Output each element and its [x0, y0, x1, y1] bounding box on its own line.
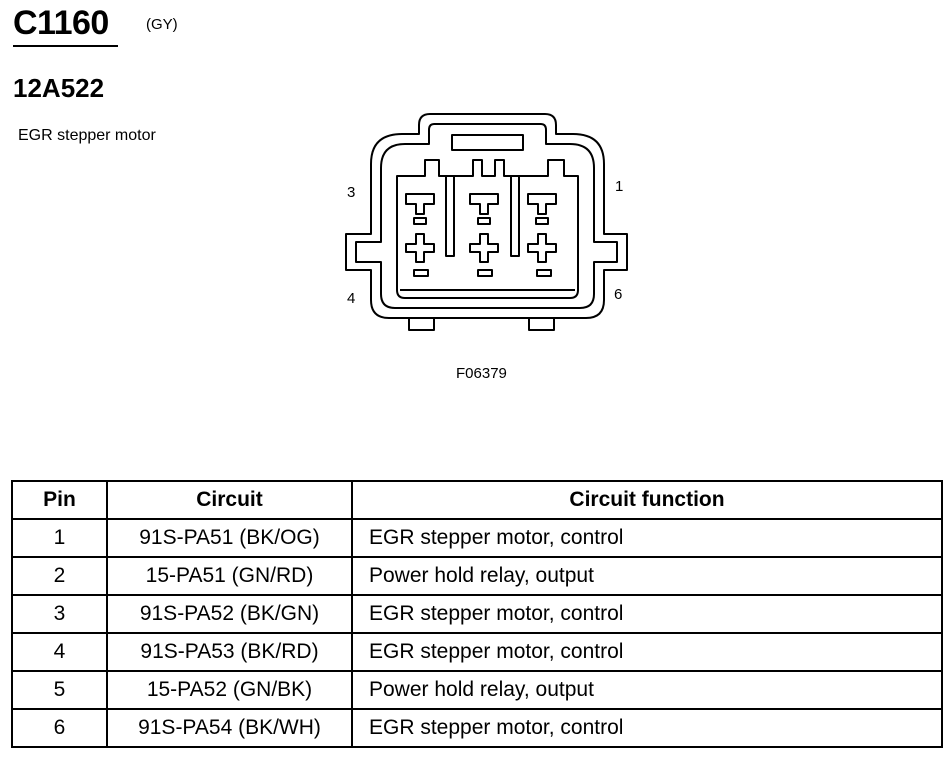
part-number: 12A522 [13, 73, 105, 103]
terminal-pin-4 [406, 234, 434, 262]
table-row [12, 633, 942, 671]
cell-pin: 1 [12, 519, 107, 557]
component-name: EGR stepper motor [18, 127, 156, 144]
cell-pin: 2 [12, 557, 107, 595]
cell-pin: 4 [12, 633, 107, 671]
housing-foot-left [409, 318, 434, 330]
cell-pin: 5 [12, 671, 107, 709]
table-row [12, 519, 942, 557]
terminal-pin-6 [528, 234, 556, 262]
cell-circuit: 15-PA52 (GN/BK) [107, 671, 352, 709]
header-circuit: Circuit [107, 481, 352, 519]
cell-function: Power hold relay, output [352, 557, 942, 595]
connector-id: C1160 [13, 4, 109, 42]
terminal-pin-2 [470, 194, 498, 214]
terminal-pin-3 [406, 194, 434, 214]
cell-pin: 6 [12, 709, 107, 747]
cell-function: EGR stepper motor, control [352, 519, 942, 557]
terminal-pin-5 [470, 234, 498, 262]
cell-circuit: 91S-PA51 (BK/OG) [107, 519, 352, 557]
connector-color-code: (GY) [146, 16, 178, 33]
key-rib-right [511, 176, 519, 256]
cell-circuit: 91S-PA54 (BK/WH) [107, 709, 352, 747]
table-row [12, 557, 942, 595]
key-rib-left [446, 176, 454, 256]
header-pin: Pin [12, 481, 107, 519]
terminal-pin-1 [528, 194, 556, 214]
cell-function: Power hold relay, output [352, 671, 942, 709]
table-row [12, 709, 942, 747]
cell-circuit: 91S-PA52 (BK/GN) [107, 595, 352, 633]
pin-cavity-block [397, 160, 578, 298]
cell-function: EGR stepper motor, control [352, 595, 942, 633]
housing-foot-right [529, 318, 554, 330]
table-row [12, 595, 942, 633]
pinout-table [11, 480, 943, 748]
connector-housing-outer [346, 114, 627, 318]
pin-label-4: 4 [347, 290, 356, 307]
header-circuit-function: Circuit function [352, 481, 942, 519]
pin-label-6: 6 [614, 286, 623, 303]
cell-pin: 3 [12, 595, 107, 633]
cell-function: EGR stepper motor, control [352, 633, 942, 671]
cell-circuit: 91S-PA53 (BK/RD) [107, 633, 352, 671]
table-header-row [12, 481, 942, 519]
cell-function: EGR stepper motor, control [352, 709, 942, 747]
figure-reference: F06379 [456, 365, 507, 382]
pin-label-3: 3 [347, 184, 356, 201]
latch-tab [452, 135, 523, 150]
pin-label-1: 1 [615, 178, 624, 195]
table-row [12, 671, 942, 709]
cell-circuit: 15-PA51 (GN/RD) [107, 557, 352, 595]
